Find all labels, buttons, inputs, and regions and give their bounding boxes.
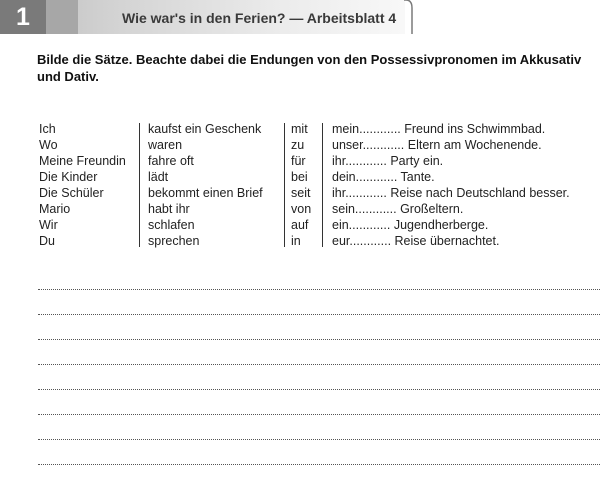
worksheet-header bbox=[0, 0, 405, 34]
preposition-cell: zu bbox=[291, 138, 305, 152]
exercise-number-box bbox=[0, 0, 46, 34]
verb-cell: lädt bbox=[148, 170, 169, 184]
verb-cell: schlafen bbox=[148, 218, 195, 232]
answer-line[interactable] bbox=[38, 339, 600, 340]
preposition-cell: in bbox=[291, 234, 301, 248]
subject-cell: Die Kinder bbox=[39, 170, 98, 184]
subjects-column bbox=[39, 121, 126, 249]
subject-cell: Mario bbox=[39, 202, 71, 216]
verbs-column bbox=[148, 121, 263, 249]
prepositions-column bbox=[291, 121, 311, 249]
verb-cell: sprechen bbox=[148, 234, 200, 248]
phrases-column bbox=[332, 121, 570, 249]
subject-cell: Wo bbox=[39, 138, 58, 152]
column-divider bbox=[139, 123, 140, 247]
verb-cell: habt ihr bbox=[148, 202, 190, 216]
subject-cell: Meine Freundin bbox=[39, 154, 126, 168]
answer-line[interactable] bbox=[38, 289, 600, 290]
header-corner-curve bbox=[404, 0, 414, 34]
preposition-cell: für bbox=[291, 154, 306, 168]
worksheet-title: Wie war's in den Ferien? — Arbeitsblatt 4 bbox=[122, 10, 397, 26]
preposition-cell: auf bbox=[291, 218, 309, 232]
subject-cell: Du bbox=[39, 234, 55, 248]
phrase-cell: ihr............ Reise nach Deutschland besser. bbox=[332, 186, 570, 200]
phrase-cell: dein............ Tante. bbox=[332, 170, 435, 184]
answer-line[interactable] bbox=[38, 314, 600, 315]
phrase-cell: ihr............ Party ein. bbox=[332, 154, 444, 168]
answer-line[interactable] bbox=[38, 389, 600, 390]
column-divider bbox=[322, 123, 323, 247]
subject-cell: Wir bbox=[39, 218, 58, 232]
answer-line[interactable] bbox=[38, 364, 600, 365]
phrase-cell: mein............ Freund ins Schwimmbad. bbox=[332, 122, 546, 136]
column-divider bbox=[284, 123, 285, 247]
verb-cell: bekommt einen Brief bbox=[148, 186, 263, 200]
answer-line[interactable] bbox=[38, 464, 600, 465]
phrase-cell: eur............ Reise übernachtet. bbox=[332, 234, 500, 248]
exercise-table bbox=[0, 121, 612, 251]
preposition-cell: bei bbox=[291, 170, 308, 184]
header-stripe bbox=[46, 0, 78, 34]
instructions-text: Bilde die Sätze. Beachte dabei die Endungen von den Possessivpronomen im Akkusativ und Dativ. bbox=[37, 52, 582, 84]
preposition-cell: seit bbox=[291, 186, 311, 200]
exercise-number: 1 bbox=[16, 2, 30, 31]
verb-cell: fahre oft bbox=[148, 154, 194, 168]
preposition-cell: von bbox=[291, 202, 312, 216]
phrase-cell: ein............ Jugendherberge. bbox=[332, 218, 489, 232]
verb-cell: waren bbox=[148, 138, 183, 152]
verb-cell: kaufst ein Geschenk bbox=[148, 122, 262, 136]
phrase-cell: sein............ Großeltern. bbox=[332, 202, 464, 216]
subject-cell: Ich bbox=[39, 122, 56, 136]
answer-line[interactable] bbox=[38, 414, 600, 415]
phrase-cell: unser............ Eltern am Wochenende. bbox=[332, 138, 542, 152]
answer-line[interactable] bbox=[38, 439, 600, 440]
subject-cell: Die Schüler bbox=[39, 186, 104, 200]
preposition-cell: mit bbox=[291, 122, 308, 136]
